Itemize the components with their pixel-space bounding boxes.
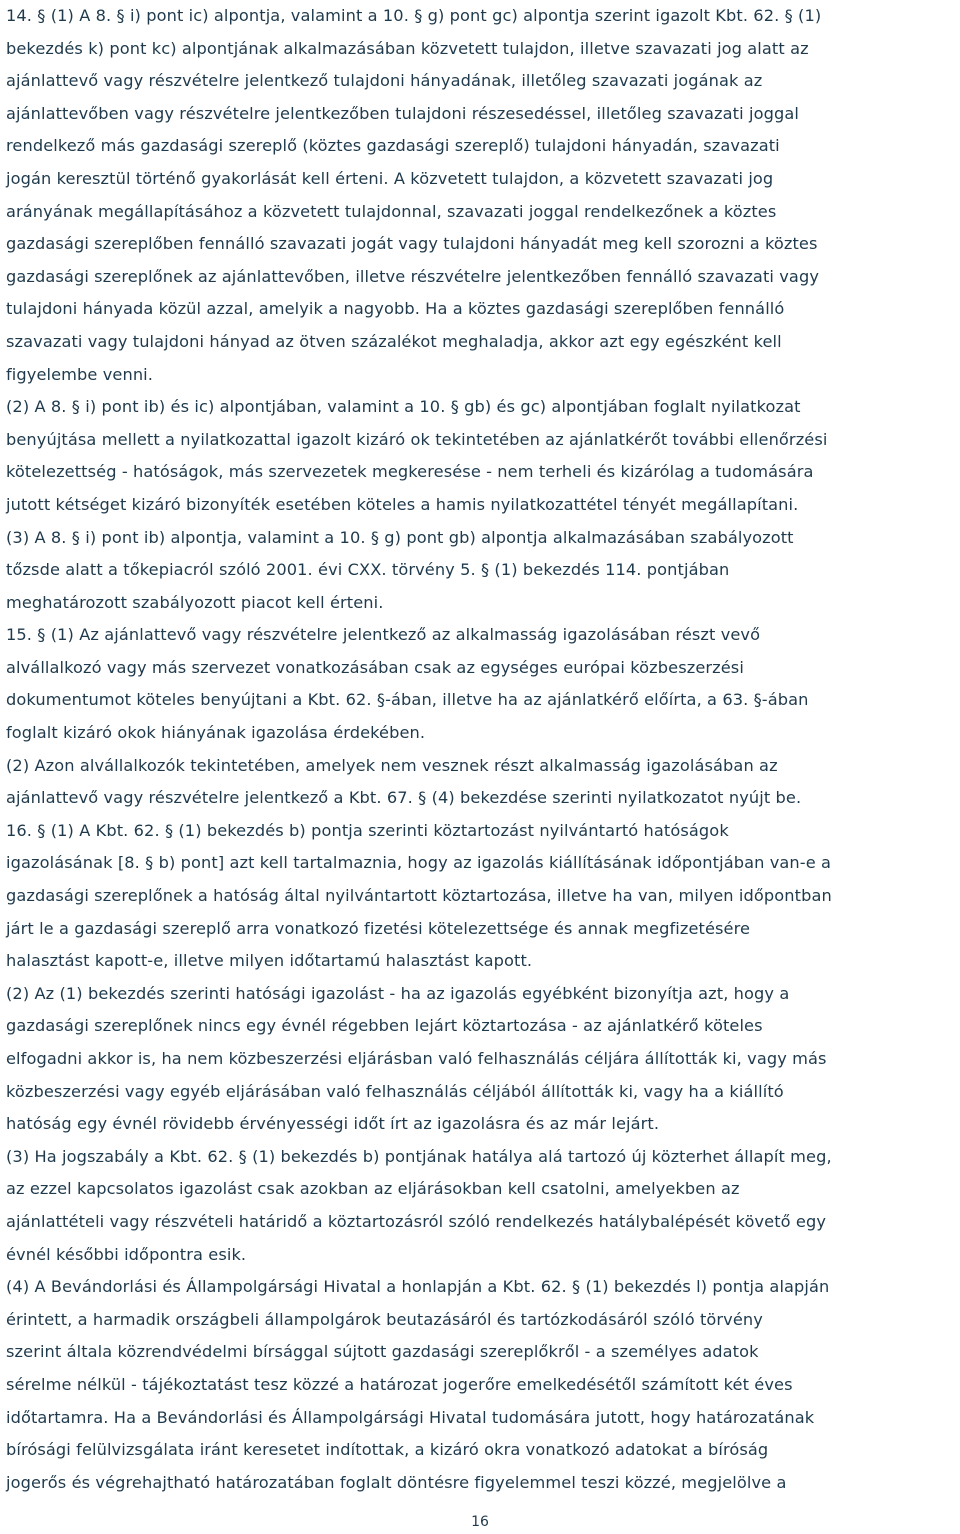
- text-line: hatóság egy évnél rövidebb érvényességi időt írt az igazolásra és az már lejárt.: [6, 1114, 660, 1134]
- text-line: (4) A Bevándorlási és Állampolgársági Hivatal a honlapján a Kbt. 62. § (1) bekezdés l) pontja alapján: [6, 1277, 830, 1297]
- text-line: (2) Az (1) bekezdés szerinti hatósági igazolást - ha az igazolás egyébként bizonyítja azt, hogy a: [6, 983, 790, 1003]
- text-line: gazdasági szereplőnek az ajánlattevőben, illetve részvételre jelentkezőben fennálló szavazati vagy: [6, 266, 819, 286]
- text-line: közbeszerzési vagy egyéb eljárásában való felhasználás céljából állították ki, vagy ha a kiállító: [6, 1081, 784, 1101]
- text-line: (3) Ha jogszabály a Kbt. 62. § (1) bekezdés b) pontjának hatálya alá tartozó új közterhet állapít meg,: [6, 1146, 832, 1166]
- text-line: ajánlattevőben vagy részvételre jelentkezőben tulajdoni részesedéssel, illetőleg szavazati joggal: [6, 103, 799, 123]
- paragraph: [6, 978, 956, 1141]
- text-line: dokumentumot köteles benyújtani a Kbt. 62. §-ában, illetve ha az ajánlatkérő előírta, a 63. §-ában: [6, 690, 809, 710]
- text-line: sérelme nélkül - tájékoztatást tesz közzé a határozat jogerőre emelkedésétől számított két éves: [6, 1374, 793, 1394]
- page-number: 16: [471, 1514, 489, 1530]
- document-body: [6, 0, 956, 1499]
- text-line: évnél későbbi időpontra esik.: [6, 1244, 247, 1264]
- text-line: bekezdés k) pont kc) alpontjának alkalmazásában közvetett tulajdon, illetve szavazati jog alatt az: [6, 38, 809, 58]
- text-line: elfogadni akkor is, ha nem közbeszerzési eljárásban való felhasználás céljára állították ki, vagy más: [6, 1049, 827, 1068]
- text-line: ajánlattevő vagy részvételre jelentkező tulajdoni hányadának, illetőleg szavazati jogának az: [6, 71, 763, 91]
- text-line: kötelezettség - hatóságok, más szervezetek megkeresése - nem terheli és kizárólag a tudomására: [6, 462, 814, 482]
- text-line: jogán keresztül történő gyakorlását kell érteni. A közvetett tulajdon, a közvetett szavazati jog: [6, 168, 774, 188]
- text-line: igazolásának [8. § b) pont] azt kell tartalmaznia, hogy az igazolás kiállításának időpontjában van-e a: [6, 853, 832, 873]
- text-line: meghatározott szabályozott piacot kell érteni.: [6, 592, 384, 612]
- text-line: tulajdoni hányada közül azzal, amelyik a nagyobb. Ha a köztes gazdasági szereplőben fennálló: [6, 299, 785, 319]
- text-line: rendelkező más gazdasági szereplő (köztes gazdasági szereplő) tulajdoni hányadán, szavazati: [6, 136, 780, 156]
- paragraph: [6, 1141, 956, 1271]
- paragraph: [6, 0, 956, 391]
- text-line: ajánlattevő vagy részvételre jelentkező a Kbt. 67. § (4) bekezdése szerinti nyilatkozatot nyújt be.: [6, 788, 802, 808]
- text-line: 14. § (1) A 8. § i) pont ic) alpontja, valamint a 10. § g) pont gc) alpontja szerint igazolt Kbt. 62. § (1): [6, 6, 822, 25]
- text-line: szerint általa közrendvédelmi bírsággal sújtott gazdasági szereplőkről - a személyes adatok: [6, 1342, 759, 1362]
- paragraph: [6, 391, 956, 521]
- text-line: 15. § (1) Az ajánlattevő vagy részvételre jelentkező az alkalmasság igazolásában részt vevő: [6, 625, 761, 645]
- text-line: tőzsde alatt a tőkepiacról szóló 2001. évi CXX. törvény 5. § (1) bekezdés 114. pontjában: [6, 560, 730, 580]
- text-line: (2) Azon alvállalkozók tekintetében, amelyek nem vesznek részt alkalmasság igazolásában az: [6, 755, 778, 775]
- text-line: időtartamra. Ha a Bevándorlási és Állampolgársági Hivatal tudomására jutott, hogy határozatának: [6, 1407, 815, 1427]
- paragraph: [6, 522, 956, 620]
- text-line: érintett, a harmadik országbeli állampolgárok beutazásáról és tartózkodásáról szóló törvény: [6, 1309, 763, 1329]
- text-line: gazdasági szereplőben fennálló szavazati jogát vagy tulajdoni hányadát meg kell szorozni a köztes: [6, 234, 818, 254]
- text-line: foglalt kizáró okok hiányának igazolása érdekében.: [6, 723, 426, 743]
- paragraph: [6, 619, 956, 749]
- paragraph: [6, 750, 956, 815]
- text-line: 16. § (1) A Kbt. 62. § (1) bekezdés b) pontja szerinti köztartozást nyilvántartó hatóságok: [6, 820, 729, 840]
- text-line: az ezzel kapcsolatos igazolást csak azokban az eljárásokban kell csatolni, amelyekben az: [6, 1179, 740, 1199]
- paragraph: [6, 1271, 956, 1499]
- text-line: járt le a gazdasági szereplő arra vonatkozó fizetési kötelezettsége és annak megfizetésére: [6, 918, 751, 938]
- text-line: alvállalkozó vagy más szervezet vonatkozásában csak az egységes európai közbeszerzési: [6, 657, 744, 677]
- text-line: arányának megállapításához a közvetett tulajdonnal, szavazati joggal rendelkezőnek a köztes: [6, 201, 777, 221]
- text-line: benyújtása mellett a nyilatkozattal igazolt kizáró ok tekintetében az ajánlatkérőt további ellenőrzési: [6, 429, 828, 449]
- text-line: szavazati vagy tulajdoni hányad az ötven százalékot meghaladja, akkor azt egy egészként kell: [6, 331, 782, 351]
- text-line: bírósági felülvizsgálata iránt keresetet indítottak, a kizáró okra vonatkozó adatokat a bíróság: [6, 1440, 769, 1460]
- text-line: (2) A 8. § i) pont ib) és ic) alpontjában, valamint a 10. § gb) és gc) alpontjában foglalt nyilatkozat: [6, 397, 801, 417]
- text-line: figyelembe venni.: [6, 364, 154, 384]
- text-line: halasztást kapott-e, illetve milyen időtartamú halasztást kapott.: [6, 951, 533, 971]
- text-line: gazdasági szereplőnek nincs egy évnél régebben lejárt köztartozása - az ajánlatkérő köteles: [6, 1016, 763, 1036]
- text-line: gazdasági szereplőnek a hatóság által nyilvántartott köztartozása, illetve ha van, milyen időpontban: [6, 886, 832, 906]
- paragraph: [6, 815, 956, 978]
- text-line: (3) A 8. § i) pont ib) alpontja, valamint a 10. § g) pont gb) alpontja alkalmazásában szabályozott: [6, 527, 794, 547]
- text-line: jutott kétséget kizáró bizonyíték esetében köteles a hamis nyilatkozattétel tényét megállapítani.: [6, 494, 799, 514]
- text-line: jogerős és végrehajtható határozatában foglalt döntésre figyelemmel teszi közzé, megjelölve a: [6, 1472, 787, 1492]
- text-line: ajánlattételi vagy részvételi határidő a köztartozásról szóló rendelkezés hatálybalépését követő egy: [6, 1211, 827, 1231]
